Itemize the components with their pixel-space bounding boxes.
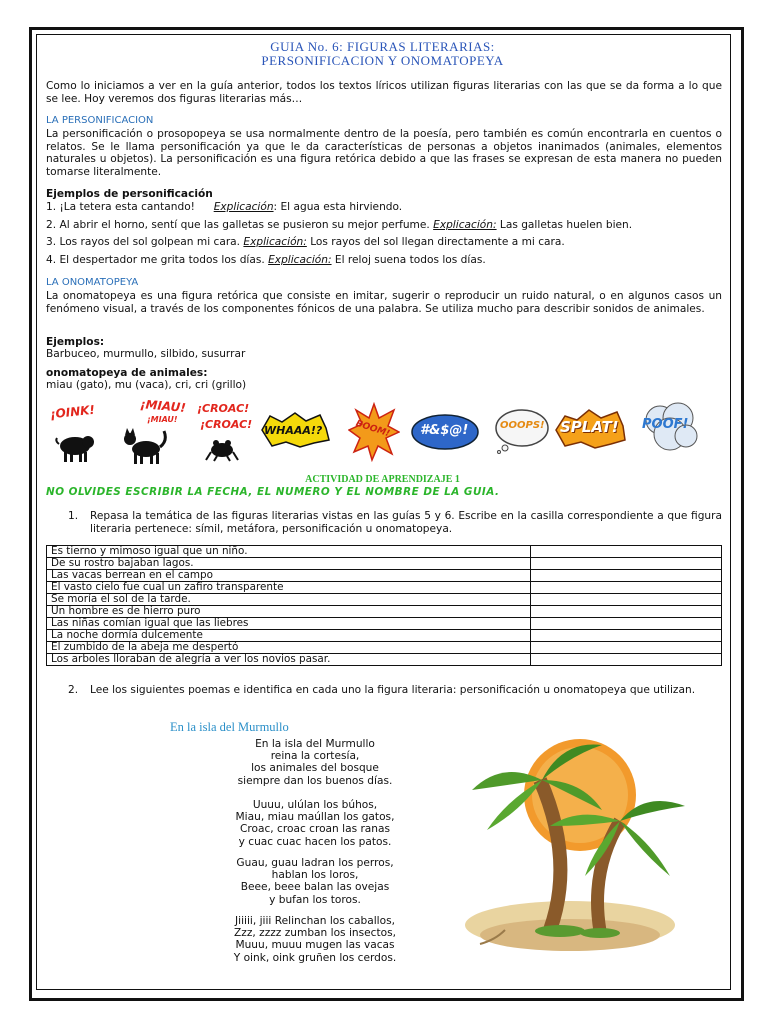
example-1-explanation: : El agua esta hirviendo. (273, 201, 403, 213)
onomatopeya-examples-heading: Ejemplos: (46, 336, 105, 348)
sfx-whaaa: WHAAA!? (264, 424, 323, 437)
question-1-text: Repasa la temática de las figuras literarias vistas en las guías 5 y 6. Escribe en la casilla correspondiente a que figura literaria pertenece: símil, metáfora, personificación u onomatopeya. (90, 510, 722, 535)
poem-line: En la isla del Murmullo (255, 738, 375, 750)
activity-title: ACTIVIDAD DE APRENDIZAJE 1 (305, 474, 460, 485)
title-line-1: GUIA No. 6: FIGURAS LITERARIAS: (270, 39, 495, 54)
example-4 (46, 254, 486, 266)
table-cell-answer[interactable] (531, 558, 722, 570)
question-2-number: 2. (68, 684, 79, 696)
question-2-text: Lee los siguientes poemas e identifica en cada uno la figura literaria: personificación u onomatopeya que utilizan. (90, 684, 696, 696)
table-cell-sentence: Es tierno y mimoso igual que un niño. (47, 546, 531, 558)
question-1-number: 1. (68, 510, 79, 522)
animal-onomatopeya-examples: miau (gato), mu (vaca), cri, cri (grillo) (46, 379, 247, 391)
table-cell-sentence: Las niñas comían igual que las liebres (47, 618, 531, 630)
example-1-explanation-label: Explicación (213, 201, 274, 213)
personificacion-text: La personificación o prosopopeya se usa normalmente dentro de la poesía, pero también es común encontrarla en cuentos o relatos. Se le llama personificación ya que le da características de personas a objetos inanimados (animales, elementos naturales u objetos). La personificación es una figura retórica debido a que las frases se expresan de esta manera no pueden tomarse literalmente. (46, 128, 722, 178)
table-row (47, 546, 722, 558)
poem-line: Beee, beee balan las ovejas (240, 881, 390, 894)
table-cell-answer[interactable] (531, 630, 722, 642)
sfx-miau: ¡MIAU! (139, 397, 187, 415)
sfx-poof: POOF! (642, 417, 689, 432)
poem-line: Guau, guau ladran los perros, (236, 857, 394, 869)
activity-table (46, 545, 722, 666)
sfx-croac-1: ¡CROAC! (197, 402, 250, 415)
table-cell-answer[interactable] (531, 546, 722, 558)
activity-reminder: NO OLVIDES ESCRIBIR LA FECHA, EL NUMERO Y EL NOMBRE DE LA GUIA. (46, 486, 500, 498)
example-1 (46, 201, 402, 213)
palm-island-illustration (450, 725, 720, 965)
table-row (47, 642, 722, 654)
table-row (47, 570, 722, 582)
intro-paragraph: Como lo iniciamos a ver en la guía anterior, todos los textos líricos utilizan figuras literarias con las que se da forma a lo que se lee. Hoy veremos dos figuras literarias más… (46, 80, 722, 105)
poem-line: y cuac cuac hacen los patos. (238, 835, 392, 848)
table-row (47, 618, 722, 630)
table-row (47, 582, 722, 594)
sfx-oops: OOOPS! (500, 420, 545, 431)
example-3-text: 3. Los rayos del sol golpean mi cara. (46, 236, 244, 248)
sfx-miau-small: ¡MIAU! (147, 415, 178, 424)
poem-stanza (190, 738, 440, 787)
personificacion-examples-heading: Ejemplos de personificación (46, 188, 213, 200)
poem-line: hablan los loros, (271, 869, 359, 882)
poem-line: Jiiiii, jiii Relinchan los caballos, (235, 915, 395, 927)
table-cell-answer[interactable] (531, 606, 722, 618)
sfx-symbols: #&$@! (420, 423, 469, 438)
table-cell-answer[interactable] (531, 642, 722, 654)
table-row (47, 606, 722, 618)
poem-line: Muuu, muuu mugen las vacas (235, 939, 395, 952)
example-4-text: 4. El despertador me grita todos los días. (46, 254, 269, 266)
poem-line: Y oink, oink gruñen los cerdos. (233, 951, 397, 964)
example-4-explanation: El reloj suena todos los días. (331, 254, 486, 266)
poem-line: siempre dan los buenos días. (237, 774, 393, 787)
poem-line: y bufan los toros. (269, 893, 361, 906)
example-3-explanation: Los rayos del sol llegan directamente a mi cara. (306, 236, 565, 248)
personificacion-heading: LA PERSONIFICACION (46, 115, 154, 126)
sfx-boom: BOOM! (354, 418, 391, 440)
table-cell-sentence: La noche dormía dulcemente (47, 630, 531, 642)
table-cell-answer[interactable] (531, 570, 722, 582)
example-2-explanation: Las galletas huelen bien. (496, 219, 633, 231)
table-cell-answer[interactable] (531, 582, 722, 594)
table-cell-answer[interactable] (531, 654, 722, 666)
table-row (47, 630, 722, 642)
table-cell-sentence: El zumbido de la abeja me despertó (47, 642, 531, 654)
poem-stanza (190, 915, 440, 964)
example-3 (46, 236, 565, 248)
poem-title: En la isla del Murmullo (170, 720, 289, 734)
poem-line: reina la cortesía, (270, 750, 360, 763)
title-line-2: PERSONIFICACION Y ONOMATOPEYA (261, 53, 504, 68)
pig-icon (55, 430, 95, 464)
table-cell-sentence: Las vacas berrean en el campo (47, 570, 531, 582)
onomatopeya-examples: Barbuceo, murmullo, silbido, susurrar (46, 348, 246, 360)
poem-line: Uuuu, ulúlan los búhos, (252, 799, 378, 811)
table-cell-sentence: Un hombre es de hierro puro (47, 606, 531, 618)
onomatopeya-text: La onomatopeya es una figura retórica que consiste en imitar, sugerir o reproducir un ruido natural, o en algunos casos un fenómeno visual, a través de los componentes fónicos de una palabra. Se utiliza mucho para describir sonidos de animales. (46, 290, 722, 315)
poem-line: Zzz, zzzz zumban los insectos, (234, 927, 396, 940)
sfx-croac-2: ¡CROAC! (200, 418, 253, 431)
table-row (47, 654, 722, 666)
example-2 (46, 219, 632, 231)
table-cell-sentence: De su rostro bajaban lagos. (47, 558, 531, 570)
example-2-text: 2. Al abrir el horno, sentí que las galletas se pusieron su mejor perfume. (46, 219, 434, 231)
example-4-explanation-label: Explicación: (268, 254, 332, 266)
poem-line: los animales del bosque (251, 762, 379, 775)
sfx-oink: ¡OINK! (49, 402, 96, 422)
table-cell-sentence: El vasto cielo fue cual un zafiro transparente (47, 582, 531, 594)
example-2-explanation-label: Explicación: (433, 219, 497, 231)
example-1-text: 1. ¡La tetera esta cantando! (46, 201, 195, 213)
page-title (36, 40, 729, 68)
cat-icon (120, 425, 168, 465)
poem-line: Miau, miau maúllan los gatos, (235, 811, 395, 824)
example-3-explanation-label: Explicación: (243, 236, 307, 248)
table-cell-sentence: Se moría el sol de la tarde. (47, 594, 531, 606)
table-cell-sentence: Los arboles lloraban de alegría a ver los novios pasar. (47, 654, 531, 666)
frog-icon (205, 438, 239, 462)
table-row (47, 594, 722, 606)
table-cell-answer[interactable] (531, 594, 722, 606)
poem-stanza (190, 799, 440, 848)
poem-line: Croac, croac croan las ranas (239, 823, 391, 836)
poem-stanza (190, 857, 440, 906)
sfx-splat: SPLAT! (560, 418, 619, 436)
animal-onomatopeya-heading: onomatopeya de animales: (46, 367, 208, 379)
onomatopeya-heading: LA ONOMATOPEYA (46, 277, 139, 288)
table-cell-answer[interactable] (531, 618, 722, 630)
table-row (47, 558, 722, 570)
